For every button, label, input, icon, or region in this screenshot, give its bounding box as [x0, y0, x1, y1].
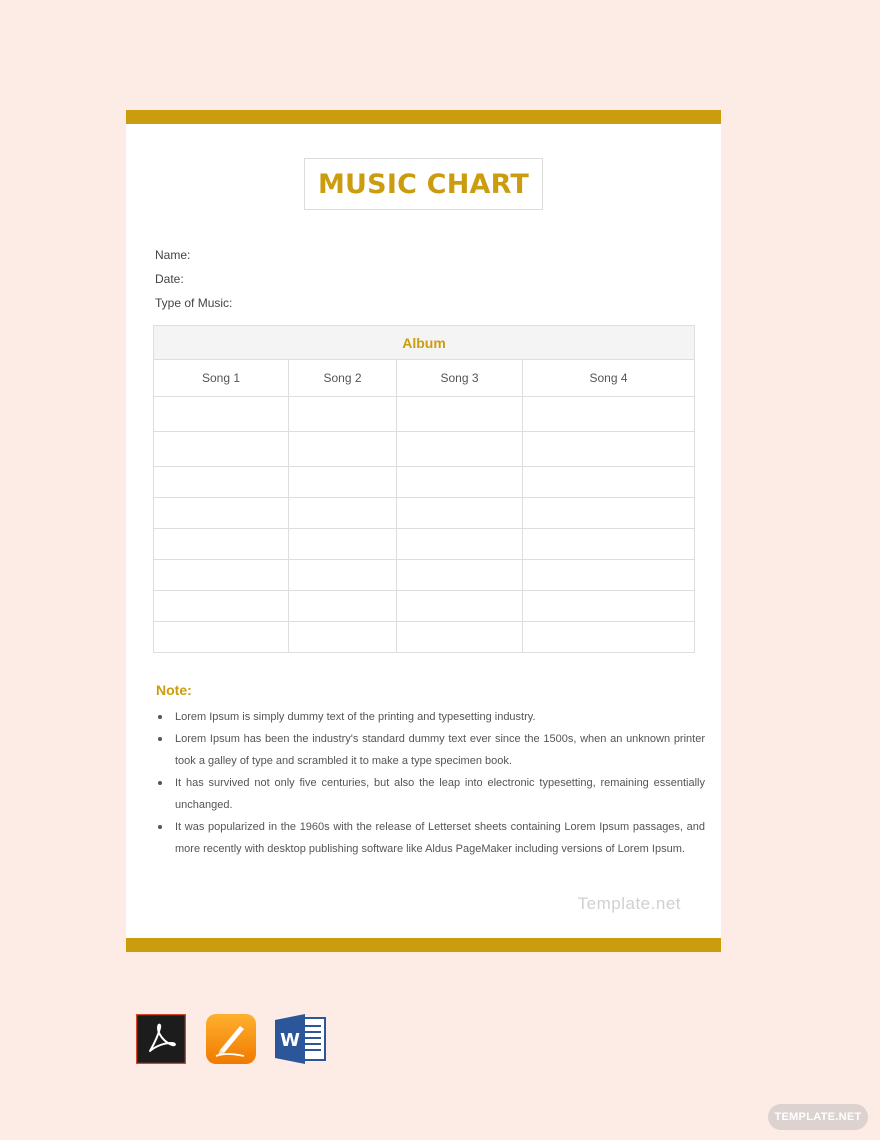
table-cell[interactable]: [154, 498, 289, 529]
bottom-accent-bar: [126, 938, 721, 952]
table-cell[interactable]: [523, 591, 695, 622]
table-cell[interactable]: [397, 560, 523, 591]
table-cell[interactable]: [154, 591, 289, 622]
table-cell[interactable]: [523, 622, 695, 653]
music-table: [153, 325, 695, 653]
table-cell[interactable]: [523, 529, 695, 560]
table-row: [154, 591, 695, 622]
table-cell[interactable]: [289, 467, 397, 498]
table-cell[interactable]: [523, 467, 695, 498]
song-header: Song 3: [397, 360, 523, 397]
table-cell[interactable]: [154, 432, 289, 467]
table-cell[interactable]: [523, 560, 695, 591]
table-row: [154, 560, 695, 591]
name-label: Name:: [155, 248, 191, 262]
top-accent-bar: [126, 110, 721, 124]
pdf-icon[interactable]: [136, 1014, 186, 1064]
table-row: [154, 467, 695, 498]
table-cell[interactable]: [289, 560, 397, 591]
table-cell[interactable]: [397, 591, 523, 622]
table-cell[interactable]: [397, 529, 523, 560]
svg-text:W: W: [280, 1030, 300, 1051]
note-list: [156, 706, 705, 860]
table-cell[interactable]: [154, 529, 289, 560]
word-icon[interactable]: [275, 1014, 325, 1064]
album-header: Album: [154, 326, 695, 360]
note-title: Note:: [156, 682, 192, 698]
table-cell[interactable]: [289, 529, 397, 560]
table-row: [154, 622, 695, 653]
table-cell[interactable]: [289, 498, 397, 529]
document-page: [126, 110, 721, 952]
table-cell[interactable]: [154, 622, 289, 653]
table-cell[interactable]: [289, 622, 397, 653]
table-row: [154, 397, 695, 432]
song-header: Song 1: [154, 360, 289, 397]
template-net-badge[interactable]: TEMPLATE.NET: [768, 1104, 868, 1130]
table-cell[interactable]: [523, 432, 695, 467]
type-of-music-label: Type of Music:: [155, 296, 233, 310]
table-cell[interactable]: [523, 397, 695, 432]
table-cell[interactable]: [523, 498, 695, 529]
table-cell[interactable]: [397, 467, 523, 498]
date-label: Date:: [155, 272, 184, 286]
table-cell[interactable]: [397, 397, 523, 432]
table-cell[interactable]: [289, 432, 397, 467]
table-cell[interactable]: [154, 560, 289, 591]
list-item: Lorem Ipsum is simply dummy text of the printing and typesetting industry.: [175, 706, 705, 728]
page-title: MUSIC CHART: [304, 158, 543, 210]
song-header: Song 2: [289, 360, 397, 397]
table-cell[interactable]: [154, 397, 289, 432]
list-item: It was popularized in the 1960s with the release of Letterset sheets containing Lorem Ipsum passages, and more recently with desktop publishing software like Aldus PageMaker including versions of Lorem Ipsum.: [175, 816, 705, 860]
table-cell[interactable]: [397, 432, 523, 467]
watermark: Template.net: [577, 894, 681, 913]
table-cell[interactable]: [397, 622, 523, 653]
song-header: Song 4: [523, 360, 695, 397]
table-cell[interactable]: [154, 467, 289, 498]
table-cell[interactable]: [289, 397, 397, 432]
list-item: Lorem Ipsum has been the industry's standard dummy text ever since the 1500s, when an unknown printer took a galley of type and scrambled it to make a type specimen book.: [175, 728, 705, 772]
table-row: [154, 529, 695, 560]
table-row: [154, 498, 695, 529]
table-cell[interactable]: [397, 498, 523, 529]
table-row: [154, 432, 695, 467]
table-body: [154, 397, 695, 653]
list-item: It has survived not only five centuries, but also the leap into electronic typesetting, remaining essentially unchanged.: [175, 772, 705, 816]
pages-icon[interactable]: [206, 1014, 256, 1064]
table-cell[interactable]: [289, 591, 397, 622]
